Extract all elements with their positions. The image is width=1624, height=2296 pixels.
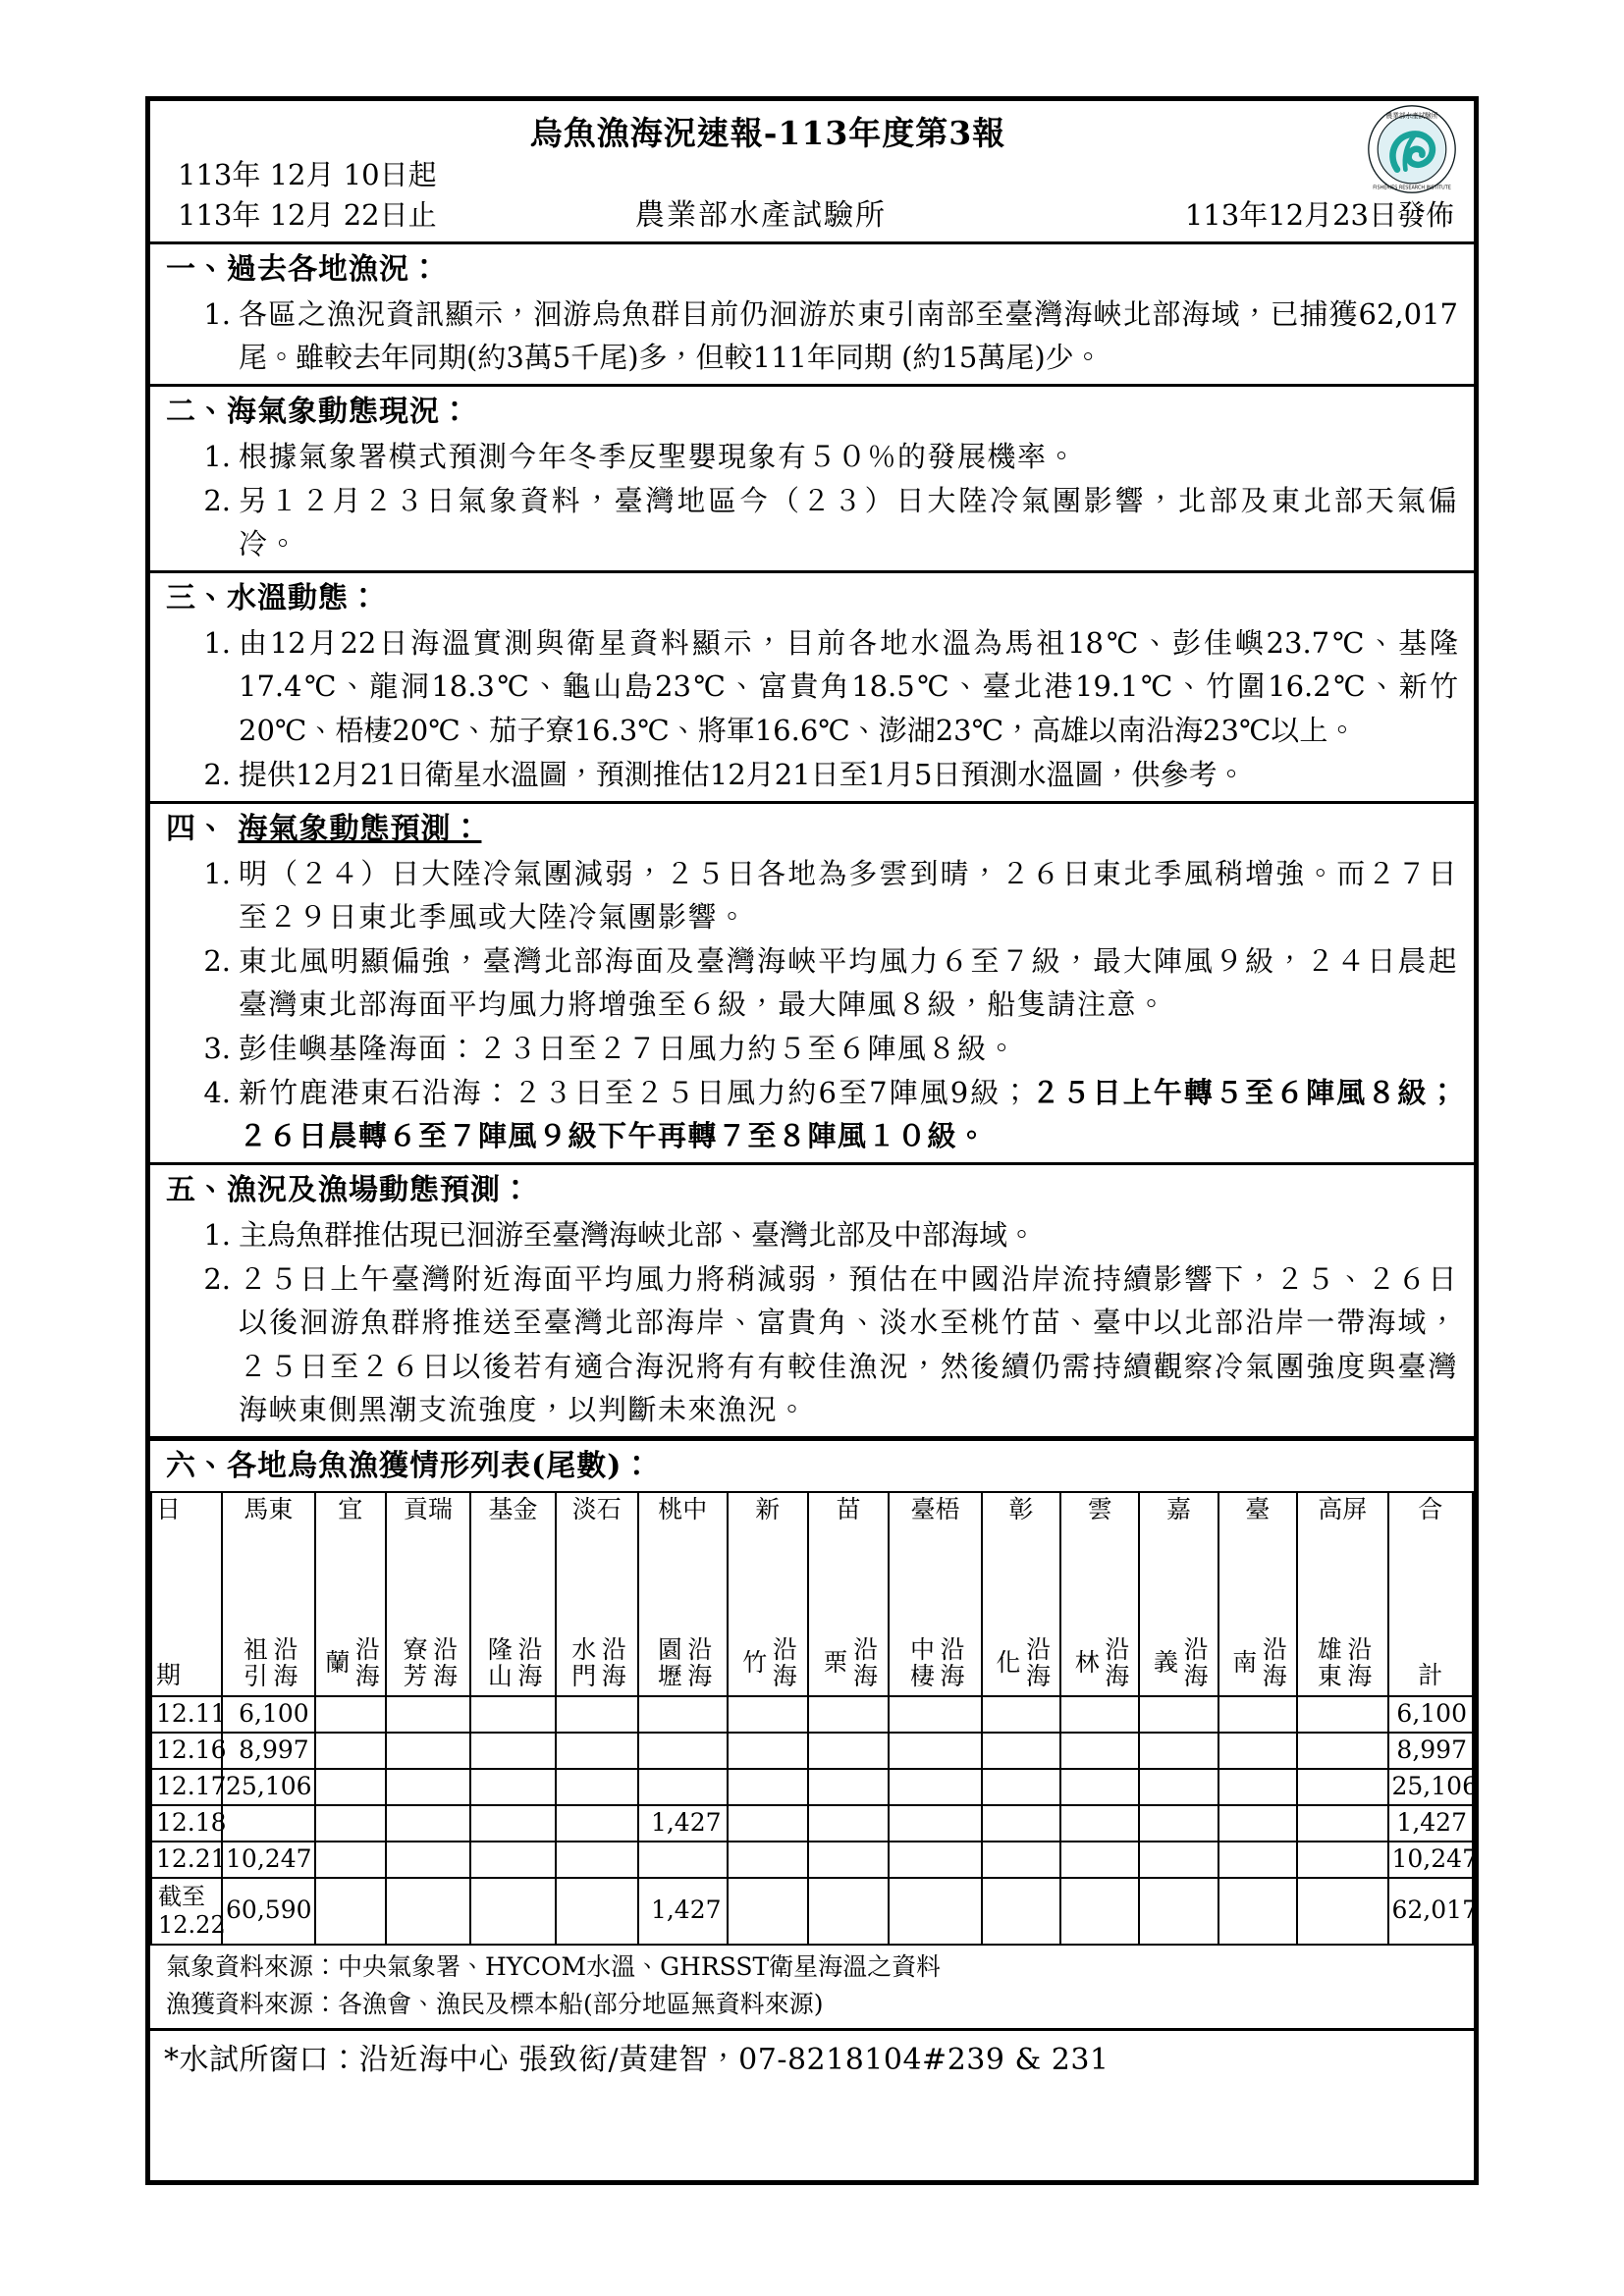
col-bottom: 隆山	[484, 1635, 514, 1689]
issue-date: 113年12月23日發佈	[1184, 198, 1454, 233]
cell-value: 8,997	[222, 1733, 315, 1769]
cell-value	[1297, 1878, 1388, 1945]
cell-value	[889, 1696, 982, 1733]
list-item-text: 由12月22日海溫實測與衛星資料顯示，目前各地水溫為馬祖18℃、彭佳嶼23.7℃、基隆17.4℃、龍洞18.3℃、龜山島23℃、富貴角18.5℃、臺北港19.1℃、竹圍16.2℃、新竹20℃、梧棲20℃、茄子寮16.3℃、將軍16.6℃、澎湖23℃，高雄以南沿海23℃以上。	[239, 626, 1458, 747]
contact-line: *水試所窗口：沿近海中心 張致衒/黃建智，07-8218104#239 & 231	[164, 2043, 1110, 2078]
date-header-bottom: 期	[156, 1661, 182, 1690]
col-top: 雲	[1087, 1494, 1112, 1523]
list-item	[164, 1027, 1460, 1071]
cell-value	[808, 1769, 889, 1805]
cell-value	[808, 1805, 889, 1842]
cell-value	[1060, 1733, 1139, 1769]
list-item-text: 彭佳嶼基隆海面：２３日至２７日風力約５至６陣風８級。	[239, 1032, 1018, 1066]
col-top: 嘉	[1165, 1494, 1191, 1523]
table-row	[151, 1733, 1473, 1769]
cell-value	[728, 1842, 808, 1878]
cell-value	[728, 1805, 808, 1842]
cell-value	[728, 1696, 808, 1733]
col-header-date	[151, 1492, 222, 1696]
col-bottom: 水門	[568, 1635, 597, 1689]
cell-value	[982, 1769, 1060, 1805]
col-suffix: 沿海	[936, 1635, 965, 1689]
cell-total: 1,427	[1388, 1805, 1474, 1842]
col-header-tamsui-shimen	[556, 1492, 638, 1696]
cell-value	[889, 1842, 982, 1878]
row-date: 12.21	[151, 1842, 222, 1878]
cell-value	[556, 1842, 638, 1878]
cell-value	[1297, 1769, 1388, 1805]
col-header-miaoli	[808, 1492, 889, 1696]
cell-value: 1,427	[638, 1805, 728, 1842]
cell-value: 1,427	[638, 1878, 728, 1945]
cell-value	[982, 1842, 1060, 1878]
cell-value: 60,590	[222, 1878, 315, 1945]
section-heading: 三、水溫動態：	[166, 581, 379, 616]
col-header-changhua	[982, 1492, 1060, 1696]
col-bottom: 栗	[820, 1649, 848, 1677]
date-header-top: 日	[156, 1494, 182, 1523]
cell-total: 62,017	[1388, 1878, 1474, 1945]
col-top: 淡石	[571, 1494, 622, 1523]
cell-value	[1297, 1733, 1388, 1769]
cell-value	[556, 1769, 638, 1805]
cell-value	[728, 1733, 808, 1769]
cell-value	[982, 1878, 1060, 1945]
cell-value	[556, 1878, 638, 1945]
period-start: 113年 12月 10日起	[178, 158, 437, 192]
table-row	[151, 1842, 1473, 1878]
weather-data-source: 氣象資料來源：中央氣象署、HYCOM水溫、GHRSST衛星海溫之資料	[166, 1951, 942, 1981]
section-heading	[164, 806, 1460, 852]
cell-value	[315, 1696, 386, 1733]
cell-value	[1139, 1805, 1218, 1842]
section-heading-prefix: 四、	[166, 811, 227, 846]
list-item-text: 另１２月２３日氣象資料，臺灣地區今（２３）日大陸冷氣團影響，北部及東北部天氣偏冷。	[239, 484, 1458, 561]
section-heading: 一、過去各地漁況：	[166, 252, 440, 288]
cell-value	[1060, 1878, 1139, 1945]
list-item-number: 2.	[203, 757, 231, 791]
cell-value	[556, 1805, 638, 1842]
cell-value	[386, 1878, 470, 1945]
list-item-number: 2.	[203, 943, 231, 978]
col-top: 桃中	[658, 1494, 708, 1523]
table-summary-row	[151, 1878, 1473, 1945]
catch-data-source: 漁獲資料來源：各漁會、漁民及標本船(部分地區無資料來源)	[166, 1990, 824, 2019]
list-item	[164, 1213, 1460, 1257]
cell-value	[808, 1878, 889, 1945]
col-bottom: 雄東	[1314, 1635, 1343, 1689]
cell-value	[1218, 1805, 1297, 1842]
list-item-number: 1.	[203, 626, 231, 661]
cell-value	[315, 1805, 386, 1842]
document-frame	[145, 96, 1479, 2185]
cell-value	[638, 1769, 728, 1805]
list-item-text: 提供12月21日衛星水溫圖，預測推估12月21日至1月5日預測水溫圖，供參考。	[239, 757, 1246, 791]
col-suffix: 沿海	[769, 1635, 798, 1689]
cell-value	[1218, 1733, 1297, 1769]
list-item	[164, 1071, 1460, 1158]
section-heading: 五、漁況及漁場動態預測：	[166, 1173, 531, 1208]
list-item-number: 1.	[203, 1218, 231, 1253]
cell-value	[1218, 1878, 1297, 1945]
col-top: 新	[755, 1494, 781, 1523]
catch-table-body	[151, 1696, 1478, 1945]
col-bottom: 祖引	[240, 1635, 269, 1689]
col-top: 馬東	[244, 1494, 294, 1523]
col-suffix: 沿海	[352, 1635, 381, 1689]
row-date: 12.18	[151, 1805, 222, 1842]
cell-value	[1060, 1769, 1139, 1805]
col-suffix: 沿海	[1022, 1635, 1052, 1689]
col-header-total	[1388, 1492, 1474, 1696]
cell-value: 25,106	[222, 1769, 315, 1805]
col-bottom: 南	[1228, 1649, 1258, 1677]
page-title: 烏魚漁海況速報-113年度第3報	[529, 114, 1006, 152]
list-item-number: 1.	[203, 440, 231, 474]
cell-total: 6,100	[1388, 1696, 1474, 1733]
col-top: 貢瑞	[403, 1494, 453, 1523]
list-item-number: 1.	[203, 297, 231, 332]
list-item	[164, 852, 1460, 939]
cell-value	[1297, 1805, 1388, 1842]
period-start-row	[164, 155, 1460, 195]
cell-value	[638, 1733, 728, 1769]
col-bottom: 義	[1150, 1649, 1179, 1677]
list-item-text	[239, 1071, 1460, 1157]
cell-value	[470, 1878, 555, 1945]
document-header	[150, 101, 1474, 241]
cell-value: 6,100	[222, 1696, 315, 1733]
col-top: 高屏	[1318, 1494, 1368, 1523]
cell-total: 25,106	[1388, 1769, 1474, 1805]
col-suffix: 沿海	[1259, 1635, 1288, 1689]
col-header-kaohsiung-pingtung	[1297, 1492, 1388, 1696]
cell-value	[470, 1805, 555, 1842]
list-item-text: 東北風明顯偏強，臺灣北部海面及臺灣海峽平均風力６至７級，最大陣風９級，２４日晨起臺灣東北部海面平均風力將增強至６級，最大陣風８級，船隻請注意。	[239, 943, 1458, 1021]
list-item	[164, 435, 1460, 479]
list-item	[164, 753, 1460, 797]
cell-value	[470, 1842, 555, 1878]
cell-value	[556, 1696, 638, 1733]
table-header-row	[151, 1492, 1473, 1696]
section-heading: 六、各地烏魚漁獲情形列表(尾數)：	[166, 1448, 653, 1483]
col-suffix: 沿海	[1179, 1635, 1209, 1689]
section-heading: 二、海氣象動態現況：	[166, 395, 470, 430]
cell-value	[1218, 1769, 1297, 1805]
col-top: 彰	[1008, 1494, 1034, 1523]
period-end: 113年 12月 22日止	[178, 198, 437, 233]
cell-value	[1060, 1805, 1139, 1842]
cell-value	[556, 1733, 638, 1769]
catch-table-wrapper	[150, 1491, 1478, 1946]
col-suffix: 沿海	[683, 1635, 713, 1689]
col-top: 基金	[488, 1494, 538, 1523]
col-bottom: 園壢	[654, 1635, 683, 1689]
cell-value	[889, 1769, 982, 1805]
catch-table-header	[151, 1492, 1473, 1696]
cell-value	[1060, 1696, 1139, 1733]
list-item-number: 3.	[203, 1032, 231, 1066]
cell-value	[1139, 1878, 1218, 1945]
cell-value	[728, 1878, 808, 1945]
col-bottom: 竹	[738, 1649, 768, 1677]
col-header-yilan	[315, 1492, 386, 1696]
svg-text:農業部水產試驗所: 農業部水產試驗所	[1385, 112, 1438, 121]
summary-row-date	[151, 1878, 226, 1945]
section-catch-table	[150, 1441, 1474, 1491]
section-water-temperature	[150, 573, 1474, 800]
col-bottom: 中棲	[906, 1635, 936, 1689]
col-header-taichung-wuqi	[889, 1492, 982, 1696]
col-header-keelung-jinshan	[470, 1492, 555, 1696]
cell-total: 8,997	[1388, 1733, 1474, 1769]
cell-value	[470, 1733, 555, 1769]
col-bottom: 寮芳	[399, 1635, 428, 1689]
col-header-chiayi	[1139, 1492, 1218, 1696]
col-header-hsinchu	[728, 1492, 808, 1696]
cell-total: 10,247	[1388, 1842, 1474, 1878]
col-header-taoyuan-zhongli	[638, 1492, 728, 1696]
col-header-gongliao-ruifang	[386, 1492, 470, 1696]
col-top: 臺梧	[910, 1494, 960, 1523]
list-item-text: 主烏魚群推估現已洄游至臺灣海峽北部、臺灣北部及中部海域。	[239, 1218, 1037, 1253]
row-date: 12.11	[151, 1696, 222, 1733]
cell-value	[1139, 1733, 1218, 1769]
col-suffix: 沿海	[598, 1635, 627, 1689]
col-bottom: 化	[992, 1649, 1021, 1677]
total-bottom: 計	[1418, 1661, 1443, 1690]
list-item-number: 4.	[203, 1076, 231, 1110]
cell-value	[808, 1733, 889, 1769]
list-item	[164, 621, 1460, 752]
col-top: 臺	[1245, 1494, 1271, 1523]
cell-value	[470, 1769, 555, 1805]
col-suffix: 沿海	[514, 1635, 543, 1689]
list-item-text: ２５日上午臺灣附近海面平均風力將稍減弱，預估在中國沿岸流持續影響下，２５、２６日以後洄游魚群將推送至臺灣北部海岸、富貴角、淡水至桃竹苗、臺中以北部沿岸一帶海域，２５日至２６日以後若有適合海況將有有較佳漁況，然後續仍需持續觀察冷氣團強度與臺灣海峽東側黑潮支流強度，以判斷未來漁況。	[239, 1262, 1458, 1426]
period-end-row	[164, 195, 1460, 238]
cell-value	[889, 1878, 982, 1945]
cell-value	[638, 1696, 728, 1733]
cell-value	[386, 1842, 470, 1878]
cell-value	[728, 1769, 808, 1805]
cell-value	[315, 1842, 386, 1878]
cell-value	[470, 1696, 555, 1733]
summary-date-line1: 截至	[158, 1883, 205, 1911]
section-heading-underlined: 海氣象動態預測：	[238, 811, 482, 846]
row-date: 12.16	[151, 1733, 222, 1769]
total-top: 合	[1418, 1494, 1443, 1523]
list-item-number: 2.	[203, 1262, 231, 1297]
section-past-fishing-conditions	[150, 244, 1474, 384]
list-item-text: 根據氣象署模式預測今年冬季反聖嬰現象有５０％的發展機率。	[239, 440, 1078, 474]
cell-value	[315, 1878, 386, 1945]
section-fishing-forecast	[150, 1165, 1474, 1435]
cell-value	[222, 1805, 315, 1842]
data-sources	[150, 1946, 1474, 2029]
col-bottom: 蘭	[321, 1649, 351, 1677]
table-row	[151, 1696, 1473, 1733]
cell-value	[1139, 1769, 1218, 1805]
organization-name: 農業部水產試驗所	[635, 198, 887, 234]
list-item	[164, 479, 1460, 566]
summary-date-line2: 12.22	[158, 1910, 226, 1939]
row-date: 12.17	[151, 1769, 222, 1805]
cell-value	[1139, 1842, 1218, 1878]
col-top: 宜	[338, 1494, 363, 1523]
section-marine-meteorology-forecast	[150, 804, 1474, 1163]
col-suffix: 沿海	[849, 1635, 879, 1689]
list-item-number: 2.	[203, 484, 231, 518]
cell-value	[1218, 1842, 1297, 1878]
table-row	[151, 1769, 1473, 1805]
cell-value	[1139, 1696, 1218, 1733]
cell-value	[808, 1696, 889, 1733]
cell-value	[982, 1733, 1060, 1769]
section-marine-meteorology-current	[150, 387, 1474, 570]
cell-value	[386, 1733, 470, 1769]
table-row	[151, 1805, 1473, 1842]
cell-value	[386, 1805, 470, 1842]
cell-value	[1297, 1842, 1388, 1878]
cell-value	[1297, 1696, 1388, 1733]
cell-value	[638, 1842, 728, 1878]
list-item-number: 1.	[203, 856, 231, 890]
list-item-text: 明（２４）日大陸冷氣團減弱，２５日各地為多雲到晴，２６日東北季風稍增強。而２７日至２９日東北季風或大陸冷氣團影響。	[239, 856, 1458, 934]
cell-value	[386, 1769, 470, 1805]
col-bottom: 林	[1071, 1649, 1101, 1677]
cell-value	[808, 1842, 889, 1878]
col-top: 苗	[836, 1494, 861, 1523]
cell-value	[315, 1733, 386, 1769]
cell-value	[889, 1805, 982, 1842]
col-header-yunlin	[1060, 1492, 1139, 1696]
list-item-text: 各區之漁況資訊顯示，洄游烏魚群目前仍洄游於東引南部至臺灣海峽北部海域，已捕獲62,017尾。雖較去年同期(約3萬5千尾)多，但較111年同期 (約15萬尾)少。	[239, 297, 1458, 375]
col-suffix: 沿海	[1343, 1635, 1373, 1689]
list-item	[164, 1257, 1460, 1431]
cell-value	[982, 1805, 1060, 1842]
cell-value: 10,247	[222, 1842, 315, 1878]
list-item-text-plain: 新竹鹿港東石沿海：２３日至２５日風力約6至7陣風9級；	[239, 1076, 1031, 1110]
catch-table	[150, 1491, 1478, 1946]
cell-value	[982, 1696, 1060, 1733]
list-item	[164, 939, 1460, 1027]
col-suffix: 沿海	[429, 1635, 459, 1689]
cell-value	[386, 1696, 470, 1733]
cell-value	[1218, 1696, 1297, 1733]
svg-text:FISHERIES RESEARCH INSTITUTE: FISHERIES RESEARCH INSTITUTE	[1373, 185, 1451, 191]
col-header-tainan	[1218, 1492, 1297, 1696]
cell-value	[889, 1733, 982, 1769]
col-suffix: 沿海	[1101, 1635, 1130, 1689]
cell-value	[1060, 1842, 1139, 1878]
cell-value	[315, 1769, 386, 1805]
list-item	[164, 293, 1460, 380]
col-suffix: 沿海	[269, 1635, 298, 1689]
col-header-matsu-dongyin	[222, 1492, 315, 1696]
fisheries-research-institute-logo	[1366, 103, 1458, 195]
list-item-text-bold: ２５日上午轉５至６陣風８級；２６日晨轉６至７陣風９級下午再轉７至８陣風１０級。	[239, 1076, 1458, 1153]
